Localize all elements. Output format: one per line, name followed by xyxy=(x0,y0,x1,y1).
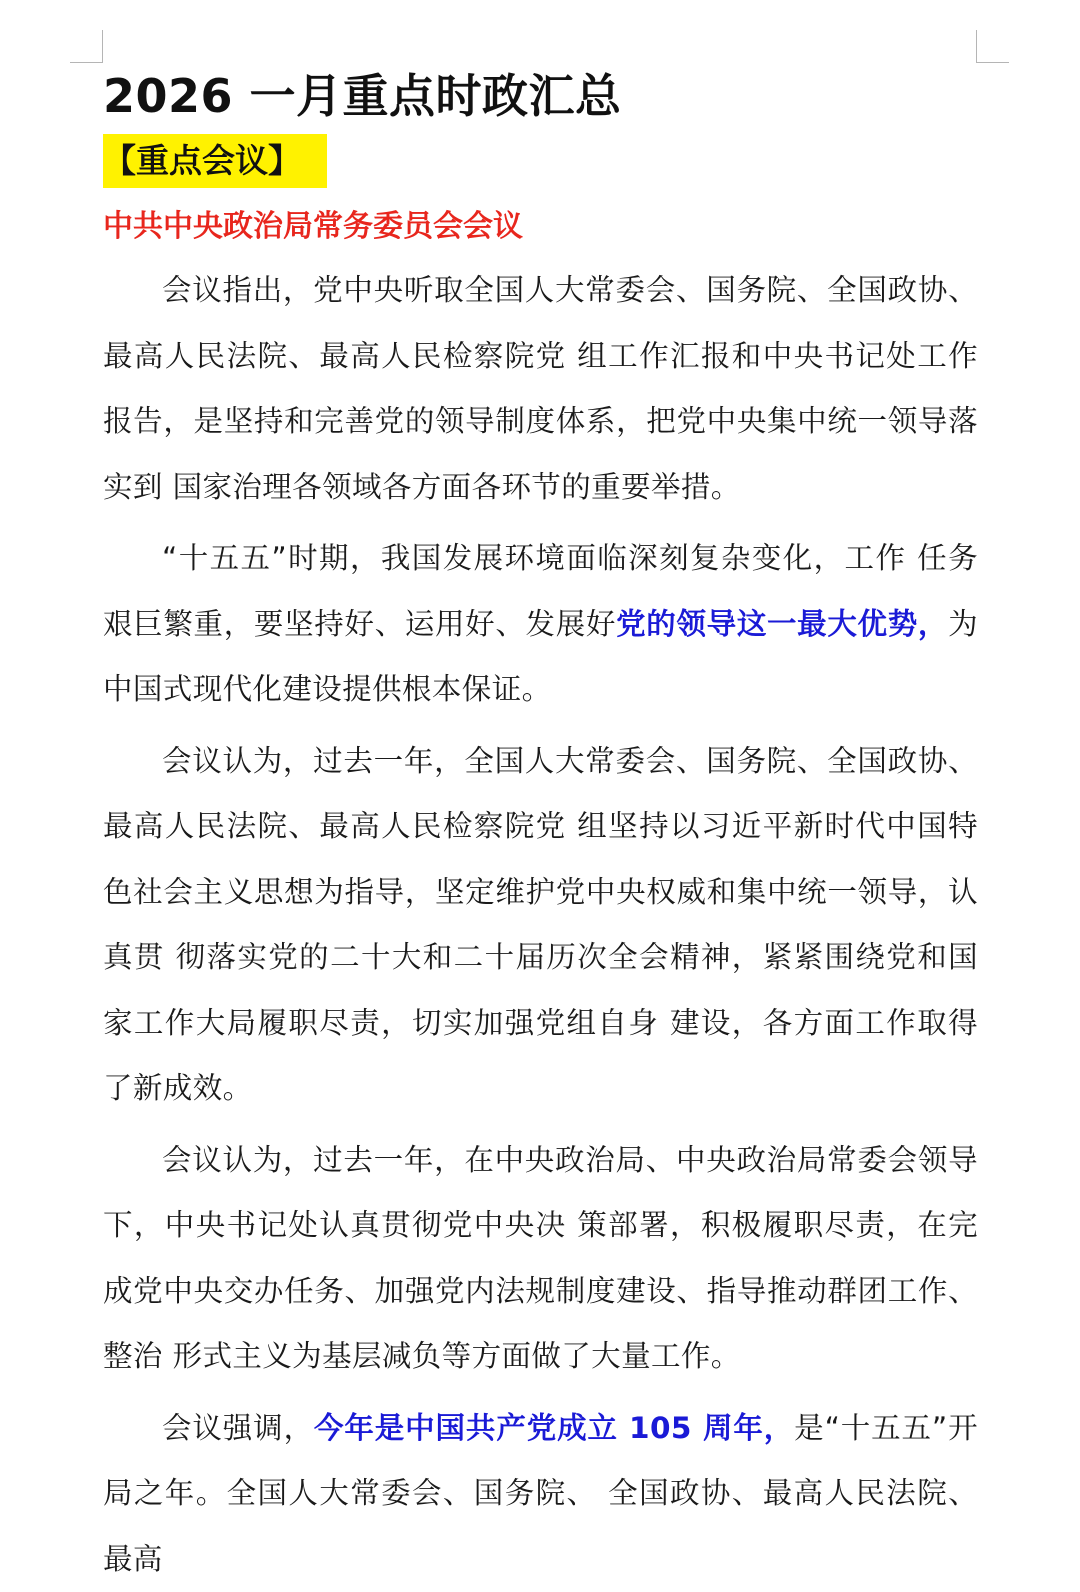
paragraph-text: 会议强调， xyxy=(162,1411,314,1445)
paragraph: 会议认为，过去一年，在中央政治局、中央政治局常委会领导下，中央书记处认真贯彻党中央决 策部署，积极履职尽责，在完成党中央交办任务、加强党内法规制度建设、指导推动群团工作、整治 形式主义为基层减负等方面做了大量工作。 xyxy=(103,1128,978,1390)
paragraph-text: “十五五”时期，我国发展环境面临深刻复杂变化，工作 任务艰巨繁重，要坚持好、运用好、发展好 xyxy=(103,541,978,641)
paragraph-text: 是“十五五”开局之年。全国人大常委会、国务院、 全国政协、最高人民法院、最高 xyxy=(103,1411,978,1576)
crop-mark-top-left xyxy=(70,30,103,63)
meeting-subheading: 中共中央政治局常务委员会会议 xyxy=(103,202,978,252)
highlight-text: 党的领导这一最大优势， xyxy=(616,607,948,641)
crop-mark-top-right xyxy=(976,30,1009,63)
paragraph xyxy=(103,526,978,723)
highlight-text: 今年是中国共产党成立 105 周年， xyxy=(314,1411,794,1445)
document-page xyxy=(103,66,978,1592)
paragraph: 会议认为，过去一年，全国人大常委会、国务院、全国政协、最高人民法院、最高人民检察院党 组坚持以习近平新时代中国特色社会主义思想为指导，坚定维护党中央权威和集中统一领导，认真贯 彻落实党的二十大和二十届历次全会精神，紧紧围绕党和国家工作大局履职尽责，切实加强党组自身 建设，各方面工作取得了新成效。 xyxy=(103,729,978,1122)
paragraph-text: 为中国式现代化建设提供根本保证。 xyxy=(103,607,978,707)
paragraph: 会议指出，党中央听取全国人大常委会、国务院、全国政协、最高人民法院、最高人民检察院党 组工作汇报和中央书记处工作报告，是坚持和完善党的领导制度体系，把党中央集中统一领导落实到 国家治理各领域各方面各环节的重要举措。 xyxy=(103,258,978,520)
document-title: 2026 一月重点时政汇总 xyxy=(103,66,978,126)
paragraph xyxy=(103,1396,978,1592)
section-tag-key-meetings: 【重点会议】 xyxy=(103,134,327,188)
